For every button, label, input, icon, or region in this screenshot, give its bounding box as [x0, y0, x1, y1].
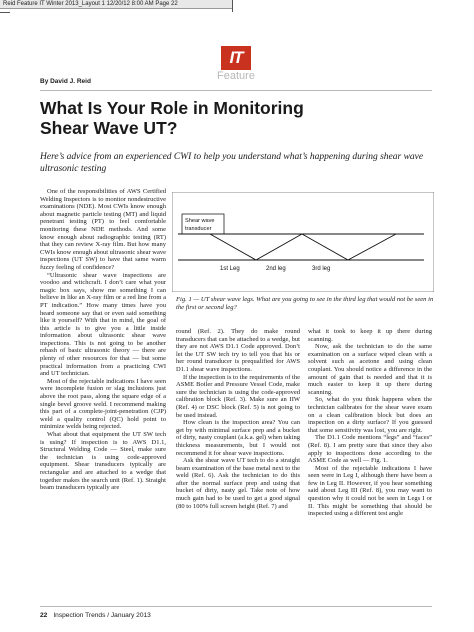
- section-label: Feature: [217, 70, 255, 82]
- page-number: 22: [40, 612, 48, 619]
- transducer-label-2: transducer: [185, 226, 212, 232]
- figure-caption: Fig. 1 — UT shear wave legs. What are you going to see in the third leg that would not be seen in the first or second leg?: [176, 296, 434, 311]
- crop-mark: [232, 0, 233, 12]
- print-slug: Reid Feature IT Winter 2013_Layout 1 12/20/12 8:00 AM Page 22: [0, 0, 233, 9]
- leg-label-1: 1st Leg: [220, 266, 240, 272]
- title-line-2: Shear Wave UT?: [40, 118, 178, 138]
- divider: [40, 90, 432, 91]
- column-3: [308, 328, 432, 518]
- column-1: [40, 188, 166, 492]
- transducer-label-1: Shear wave: [185, 218, 215, 224]
- paragraph: What about that equipment the UT SW tech is using? If inspection is to AWS D1.1, Structural Welding Code — Steel, make sure the technician is using code-approved equipment. Shear transducers typically are rectangular and are attached to a wedge that together makes the search unit (Ref. 1). Straight beam transducers typically are: [40, 431, 166, 492]
- paragraph: round (Ref. 2). They do make round transducers that can be attached to a wedge, but they are not AWS D1.1 Code approved. Don’t let the UT SW tech try to tell you that his or her round transducer is prequalified for AWS D1.1 shear wave inspections.: [176, 328, 300, 373]
- magazine-logo: IT: [221, 46, 251, 70]
- leg-label-3: 3rd leg: [312, 266, 331, 272]
- paragraph: Most of the rejectable indications I have seen were incomplete fusion or slag inclusions just above the root pass, along the square edge of a single bevel groove weld. I recommend making this part of a complete-joint-penetration (CJP) weld a quality control (QC) hold point to minimize welds being rejected.: [40, 377, 166, 431]
- figure-frame: [172, 192, 434, 292]
- byline: By David J. Reid: [40, 78, 91, 85]
- article-title: [40, 98, 440, 138]
- paragraph: “Ultrasonic shear wave inspections are voodoo and witchcraft. I don’t care what your magic box says, show me something I can believe in like an X-ray film or a red line from a PT indication.” How many times have you heard someone say that or even said something like it yourself? With that in mind, the goal of this article is to give you a little inside information about ultrasonic shear wave inspections. This is not going to be another rehash of basic ultrasonic theory — there are plenty of other resources for that — but some practical information from a practicing CWI and UT technician.: [40, 271, 166, 378]
- title-line-1: What Is Your Role in Monitoring: [40, 98, 304, 118]
- paragraph: How clean is the inspection area? You can get by with minimal surface prep and a bucket of dirty, nasty couplant (a.k.a. gel) when taking thickness measurements, but I would not recommend it for shear wave inspections.: [176, 419, 300, 457]
- paragraph: If the inspection is to the requirements of the ASME Boiler and Pressure Vessel Code, make sure the technician is using the code-approved calibration block (Ref. 3). Make sure an IIW (Ref. 4) or DSC block (Ref. 5) is not going to be used instead.: [176, 373, 300, 419]
- leg-label-2: 2nd leg: [266, 266, 286, 272]
- paragraph: So, what do you think happens when the technician calibrates for the shear wave exam on a clean calibration block but does an inspection on a dirty surface? If you guessed that some sensitivity was lost, you are right.: [308, 396, 432, 434]
- paragraph: The D1.1 Code mentions “legs” and “faces” (Ref. 8). I am pretty sure that since they also apply to inspections done according to the ASME Code as well — Fig. 1.: [308, 434, 432, 465]
- page-footer: [40, 612, 151, 619]
- paragraph: Now, ask the technician to do the same examination on a surface wiped clean with a solvent such as acetone and using clean couplant. You should notice a difference in the amount of gain that is needed and that it is much easier to keep it up there during scanning.: [308, 343, 432, 396]
- paragraph: Most of the rejectable indications I have seen were in Leg I, although there have been a few in Leg II. However, if you hear something said about Leg III (Ref. 8), you may want to question why it could not be seen in Legs I or II. This might be something that should be inspected using a different test angle: [308, 464, 432, 518]
- paragraph: One of the responsibilities of AWS Certified Welding Inspectors is to monitor nondestructive examinations (NDE). Most CWIs know enough about magnetic particle testing (MT) and liquid penetrant testing (PT) to feel comfortable monitoring these NDE methods. And some know enough about radiographic testing (RT) that they can review X-ray film. But how many CWIs know enough about ultrasonic shear wave inspections (UT SW) to have that same warm fuzzy feeling of confidence?: [40, 188, 166, 271]
- column-2: [176, 328, 300, 510]
- paragraph: Ask the shear wave UT tech to do a straight beam examination of the base metal next to the weld (Ref. 6). Ask the technician to do this after the normal surface prep and using that bucket of dirty, nasty gel. Take note of how much gain had to be used to get a good signal (80 to 100% full screen height (Ref. 7) and: [176, 457, 300, 510]
- article-deck: Here’s advice from an experienced CWI to help you understand what’s happening during shear wave ultrasonic testing: [40, 152, 424, 174]
- publication-line: Inspection Trends / January 2013: [53, 612, 151, 619]
- footer-divider: [40, 606, 432, 607]
- paragraph: what it took to keep it up there during scanning.: [308, 328, 432, 343]
- shear-wave-legs-figure: [172, 192, 434, 292]
- crop-mark: [0, 12, 10, 13]
